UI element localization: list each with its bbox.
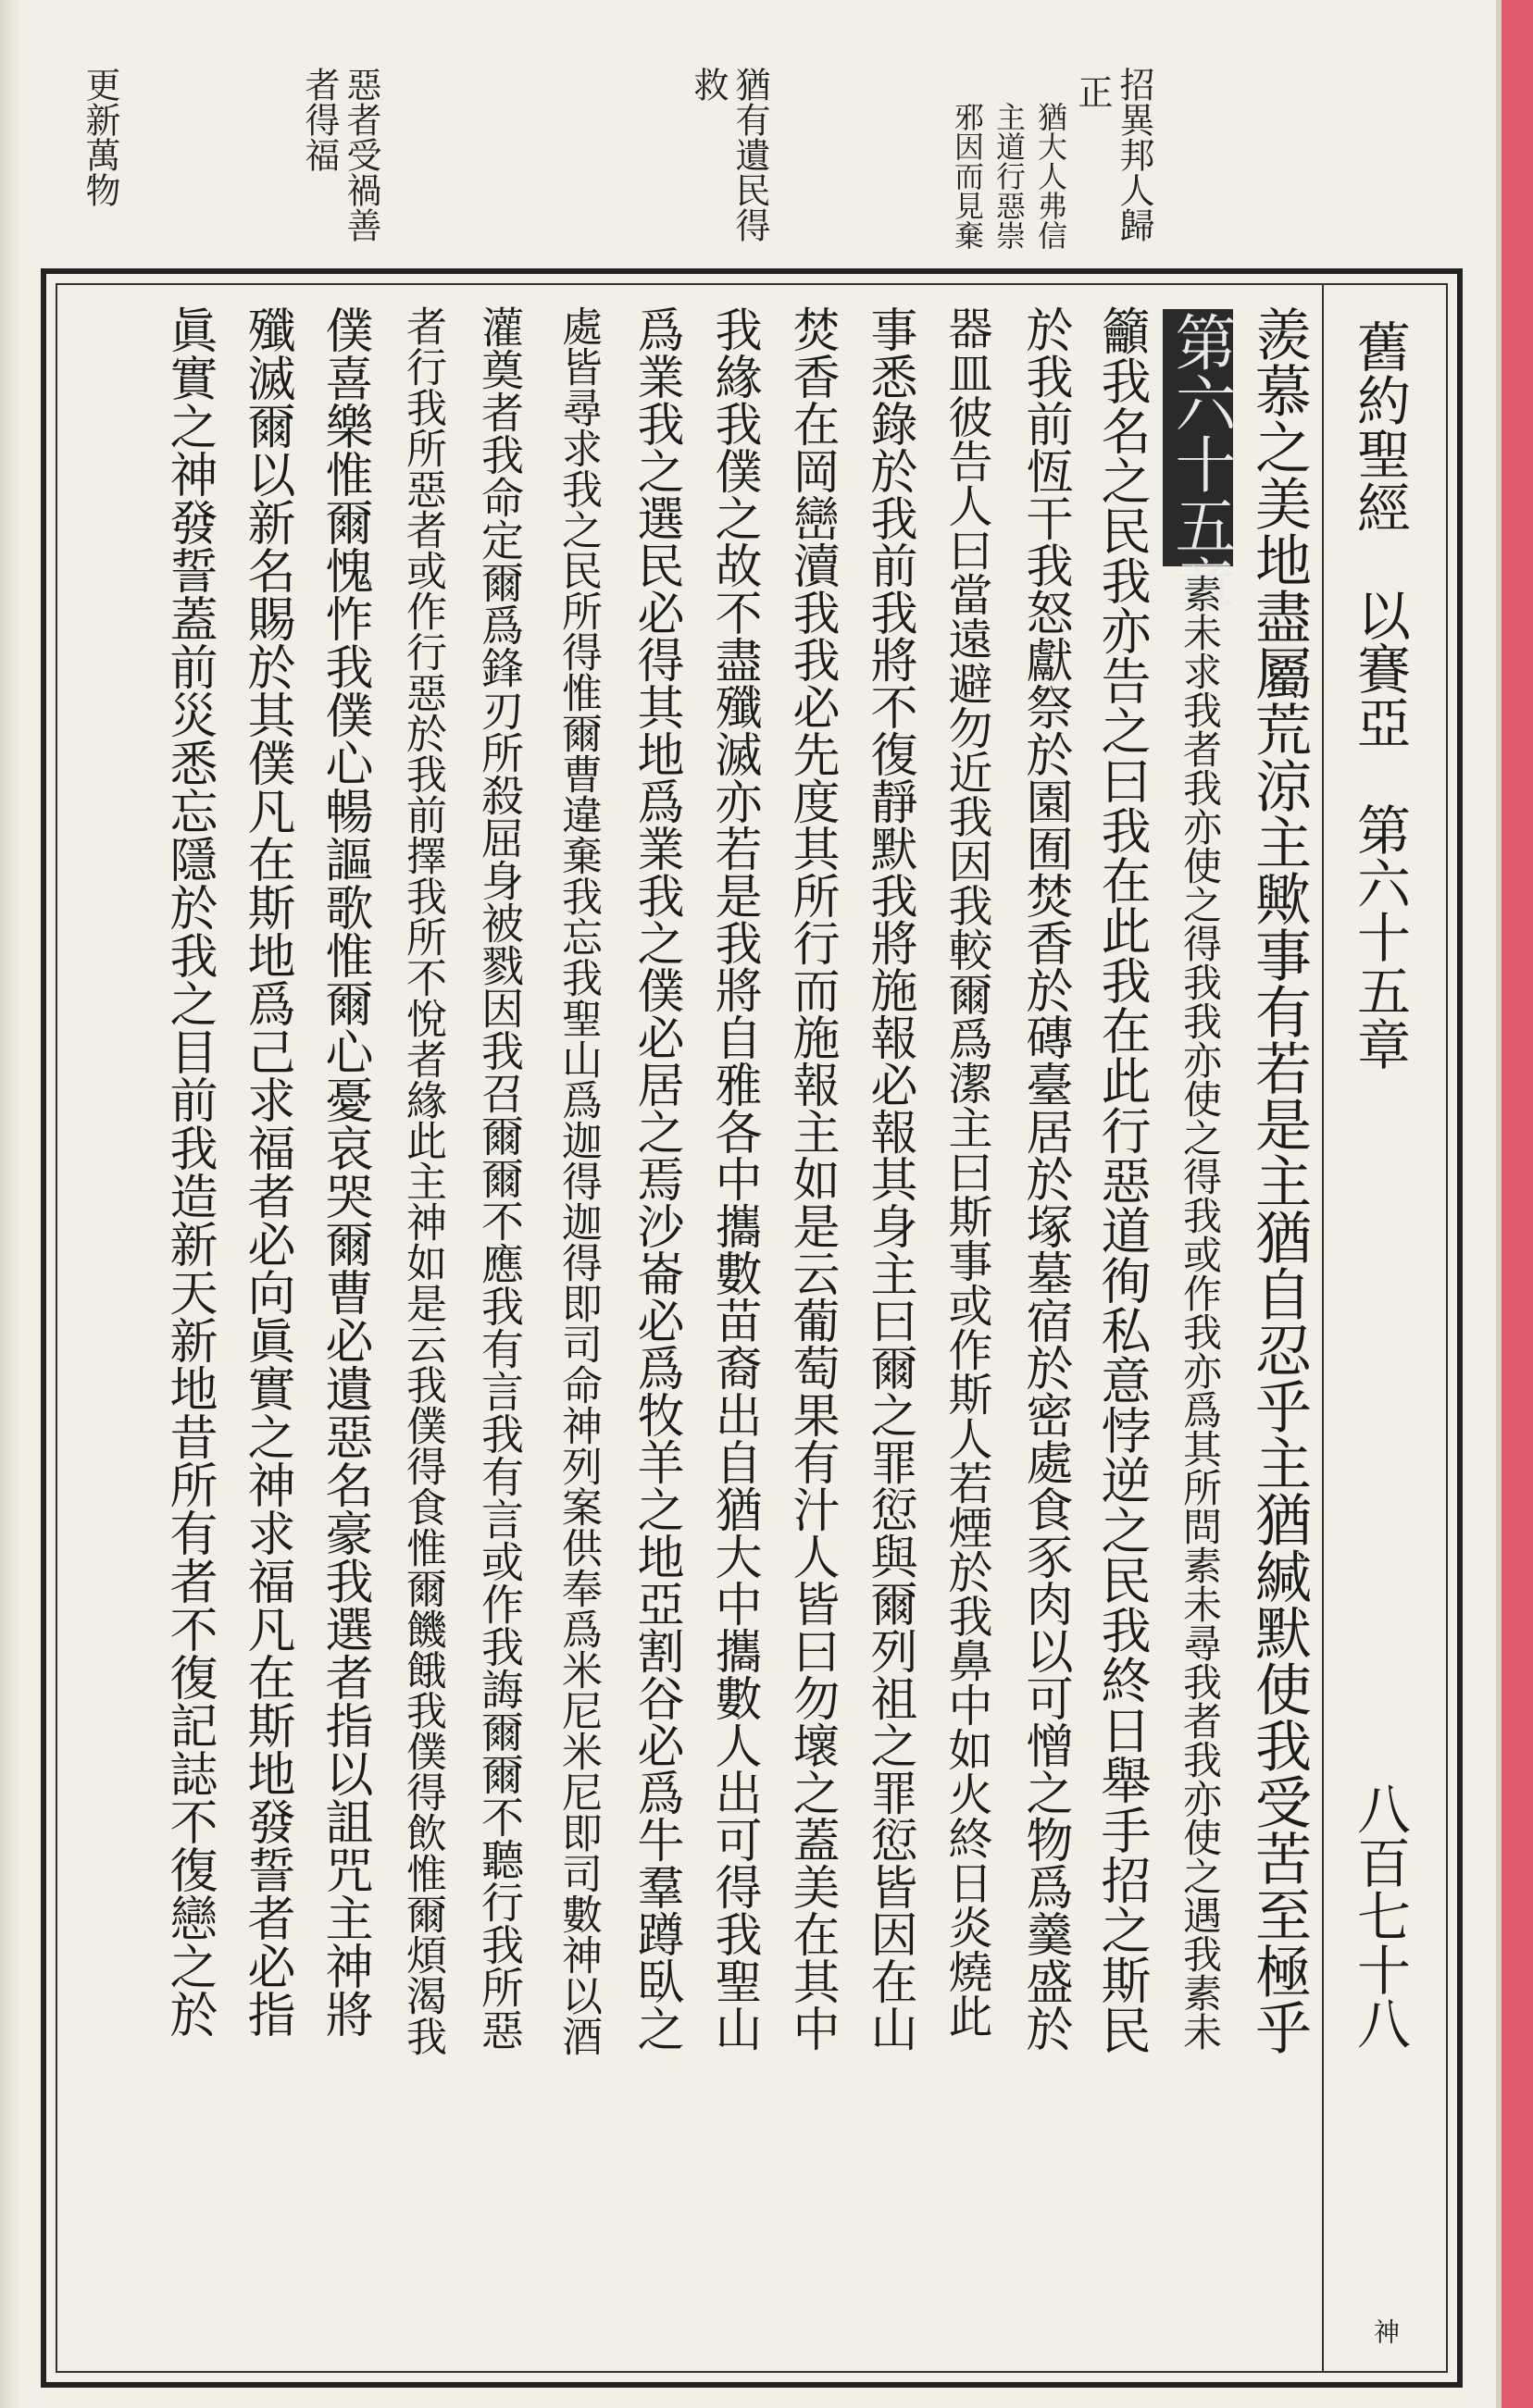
body-column: 灌奠者我命定爾爲鋒刃所殺屈身被戮因我召爾爾不應我有言我有言或作我誨爾爾不聽行我所惡 bbox=[475, 305, 525, 2051]
corner-label: 神 bbox=[1370, 2318, 1401, 2344]
margin-note: 惡者受禍善 bbox=[341, 67, 381, 242]
body-column: 我緣我僕之故不盡殲滅亦若是我將自雅各中攜數苗裔出自猶大中攜數人出可得我聖山 bbox=[706, 305, 761, 2052]
margin-note: 邪因而見棄 bbox=[950, 102, 985, 250]
header-separator bbox=[1322, 283, 1324, 2373]
margin-note: 者得福 bbox=[299, 67, 340, 172]
body-column: 焚香在岡巒瀆我我必先度其所行而施報主如是云葡萄果有汁人皆曰勿壞之蓋美在其中 bbox=[784, 305, 839, 2052]
body-column: 器皿彼告人曰當遠避勿近我因我較爾爲潔主曰斯事或作斯人若煙於我鼻中如火終日炎燒此 bbox=[941, 305, 992, 2038]
margin-note: 主道行惡崇 bbox=[991, 102, 1027, 250]
body-column: 於我前恆干我怒獻祭於園囿焚香於磚臺居於塚墓宿於密處食豕肉以可憎之物爲羹盛於 bbox=[1017, 305, 1072, 2052]
body-column: 籲我名之民我亦告之曰我在此我在此行惡道徇私意悖逆之民我終日舉手招之斯民 bbox=[1093, 305, 1152, 2054]
margin-note: 救 bbox=[688, 67, 729, 102]
page-number: 八百七十八 bbox=[1348, 1781, 1411, 2050]
body-column: 者行我所惡者或作行惡於我前擇我所不悅者緣此主神如是云我僕得食惟爾饑餓我僕得飲惟爾煩渴我 bbox=[399, 305, 446, 2056]
body-column: 僕喜樂惟爾愧怍我僕心暢謳歌惟爾心憂哀哭爾曹必遺惡名豪我選者指以詛咒主神將 bbox=[317, 305, 372, 2038]
bleed-through-text bbox=[1412, 67, 1449, 102]
body-column: 爲業我之選民必得其地爲業我之僕必居之焉沙崙必爲牧羊之地亞割谷必爲牛羣蹲臥之 bbox=[629, 305, 683, 2052]
body-column: 素未求我者我亦使之得我我亦使之得我或作我亦爲其所問素未尋我者我亦使之遇我素未 bbox=[1178, 574, 1223, 2051]
margin-note: 猶大人弗信 bbox=[1033, 102, 1068, 250]
page-edge-red bbox=[1502, 0, 1533, 2408]
chapter-heading: 第六十五章 bbox=[1165, 311, 1236, 616]
body-column: 羨慕之美地盡屬荒涼主歟事有若是主猶自忍乎主猶緘默使我受苦至極乎 bbox=[1246, 305, 1312, 2055]
body-column: 眞實之神發誓蓋前災悉忘隱於我之目前我造新天新地昔所有者不復記誌不復戀之於 bbox=[161, 305, 217, 2038]
body-column: 事悉錄於我前我將不復靜默我將施報必報其身主曰爾之罪愆與爾列祖之罪愆皆因在山 bbox=[862, 305, 916, 2052]
margin-note: 猶有遺民得 bbox=[729, 67, 770, 242]
running-header: 舊約聖經 以賽亞 第六十五章 bbox=[1348, 319, 1411, 1071]
body-column: 殲滅爾以新名賜於其僕凡在斯地爲己求福者必向眞實之神求福凡在斯地發誓者必指 bbox=[239, 305, 294, 2038]
body-column: 處皆尋求我之民所得惟爾曹違棄我忘我聖山爲迦得迦得即司命神列案供奉爲米尼米尼即司數神以酒 bbox=[555, 305, 602, 2056]
margin-note: 更新萬物 bbox=[80, 67, 120, 207]
margin-note: 招異邦人歸 bbox=[1114, 67, 1154, 242]
margin-note: 正 bbox=[1072, 74, 1113, 109]
page-spine-shade bbox=[0, 0, 20, 2408]
